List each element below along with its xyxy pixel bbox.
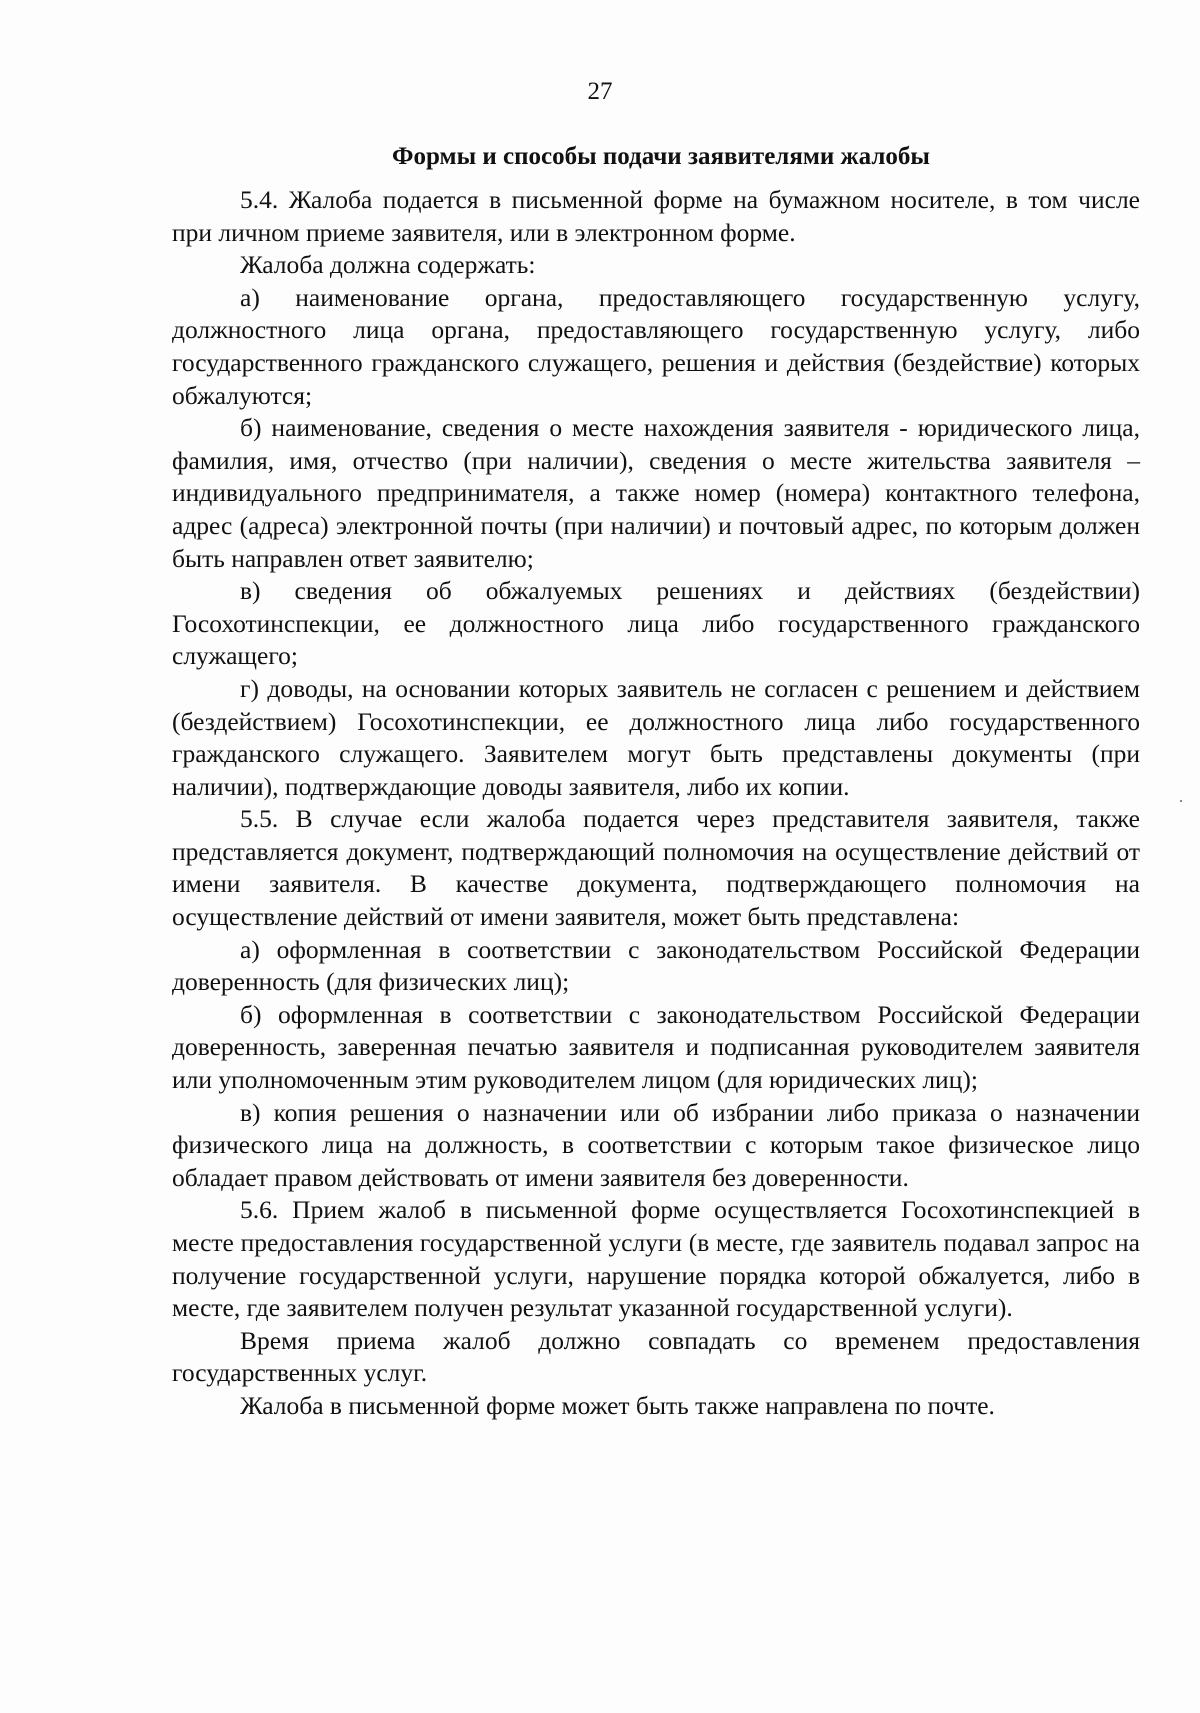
scan-speck (1180, 800, 1182, 802)
paragraph-5-5: 5.5. В случае если жалоба подается через представителя заявителя, также представляется документ, подтверждающий полномочия на осуществление действий от имени заявителя. В качестве документа, подтверждающего полномочия на осуществление действий от имени заявителя, может быть представлена: (172, 804, 1140, 932)
section-heading: Формы и способы подачи заявителями жалобы (392, 143, 930, 170)
paragraph-item-g: г) доводы, на основании которых заявитель не согласен с решением и действием (бездействием) Госохотинспекции, ее должностного лица либо государственного гражданского служащего. Заявителем могут быть представлены документы (при наличии), подтверждающие доводы заявителя, либо их копии. (172, 673, 1140, 801)
paragraph-item-v: в) сведения об обжалуемых решениях и действиях (бездействии) Госохотинспекции, ее должностного лица либо государственного гражданского служащего; (172, 576, 1140, 671)
paragraph-5-5-item-a: а) оформленная в соответствии с законодательством Российской Федерации доверенность (для физических лиц); (172, 934, 1140, 997)
paragraph-item-b: б) наименование, сведения о месте нахождения заявителя - юридического лица, фамилия, имя, отчество (при наличии), сведения о месте жительства заявителя – индивидуального предпринимателя, а также номер (номера) контактного телефона, адрес (адреса) электронной почты (при наличии) и почтовый адрес, по которым должен быть направлен ответ заявителю; (172, 413, 1140, 573)
paragraph-item-a: а) наименование органа, предоставляющего государственную услугу, должностного лица органа, предоставляющего государственную услугу, либо государственного гражданского служащего, решения и действия (бездействие) которых обжалуются; (172, 282, 1140, 410)
paragraph-mail: Жалоба в письменной форме может быть также направлена по почте. (240, 1390, 995, 1420)
paragraph-5-5-item-b: б) оформленная в соответствии с законодательством Российской Федерации доверенность, заверенная печатью заявителя и подписанная руководителем заявителя или уполномоченным этим руководителем лицом (для юридических лиц); (172, 999, 1140, 1095)
paragraph-5-5-item-v: в) копия решения о назначении или об избрании либо приказа о назначении физического лица на должность, в соответствии с которым такое физическое лицо обладает правом действовать от имени заявителя без доверенности. (172, 1097, 1140, 1192)
document-body (172, 140, 1140, 1423)
paragraph-5-4: 5.4. Жалоба подается в письменной форме на бумажном носителе, в том числе при личном приеме заявителя, или в электронном форме. (172, 185, 1140, 247)
paragraph-reception-time: Время приема жалоб должно совпадать со временем предоставления государственных услуг. (172, 1325, 1140, 1388)
paragraph-complaint-contents-intro: Жалоба должна содержать: (240, 250, 536, 280)
page-number: 27 (587, 78, 613, 105)
paragraph-5-6: 5.6. Прием жалоб в письменной форме осуществляется Госохотинспекцией в месте предоставления государственной услуги (в месте, где заявитель подавал запрос на получение государственной услуги, нарушение порядка которой обжалуется, либо в месте, где заявителем получен результат указанной государственной услуги). (172, 1195, 1140, 1323)
